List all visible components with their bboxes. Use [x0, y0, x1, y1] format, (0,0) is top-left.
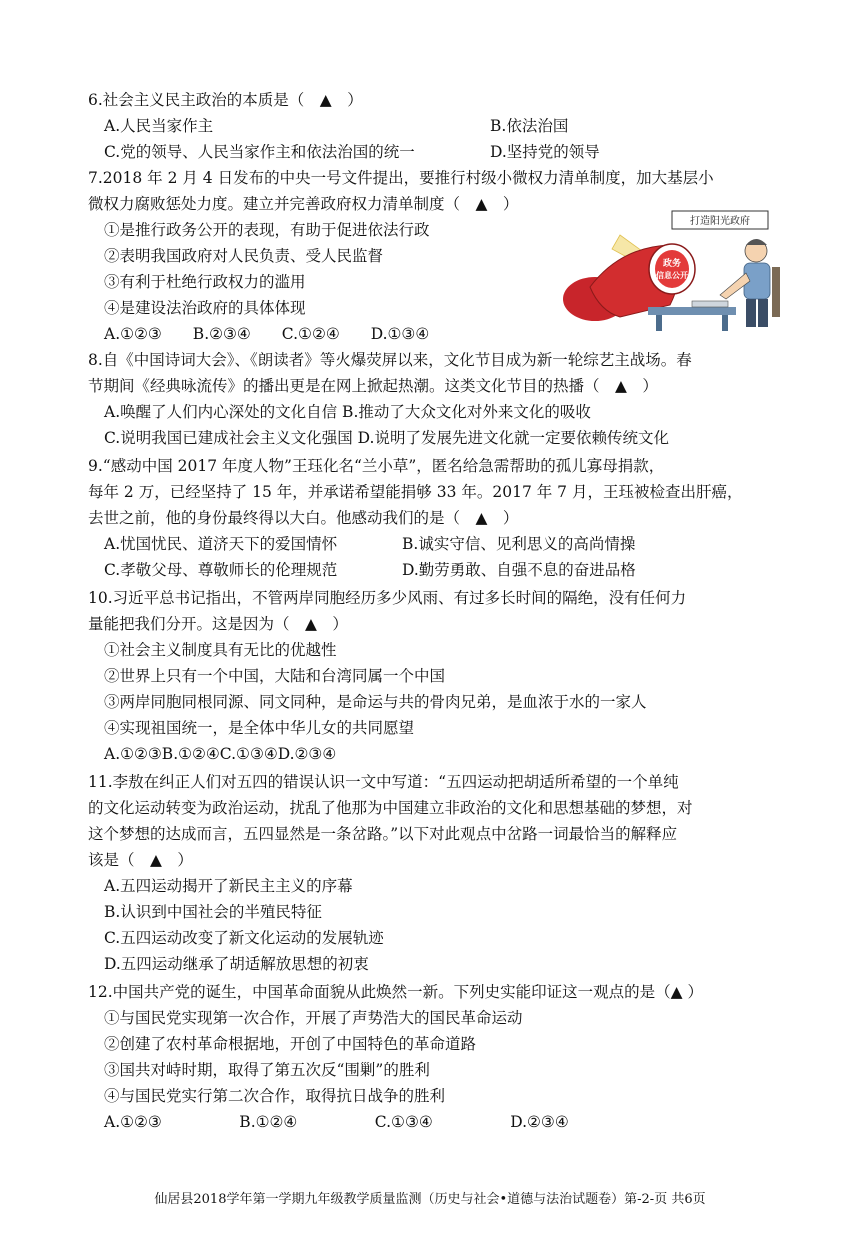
q7-statement-2: ②表明我国政府对人民负责、受人民监督 — [104, 247, 384, 265]
q12-statement-1: ①与国民党实现第一次合作，开展了声势浩大的国民革命运动 — [104, 1009, 523, 1027]
q9-option-c: C.孝敬父母、尊敬师长的伦理规范 — [104, 561, 338, 579]
cartoon-desk — [648, 307, 736, 315]
q10-options: A.①②③B.①②④C.①③④D.②③④ — [104, 745, 337, 763]
q10-stem-line2: 量能把我们分开。这是因为（ ▲ ） — [88, 615, 348, 633]
q12-statement-2: ②创建了农村革命根据地，开创了中国特色的革命道路 — [104, 1035, 477, 1053]
q7-statement-3: ③有利于杜绝行政权力的滥用 — [104, 273, 306, 291]
cartoon-keyboard — [692, 301, 728, 307]
q6-option-c: C.党的领导、人民当家作主和依法治国的统一 — [104, 143, 415, 161]
q8-stem-line1: 8.自《中国诗词大会》、《朗读者》等火爆荧屏以来，文化节目成为新一轮综艺主战场。春 — [88, 351, 692, 369]
q9-option-a: A.忧国忧民、道济天下的爱国情怀 — [104, 535, 338, 553]
cartoon-chair — [772, 267, 780, 317]
q6-stem: 6.社会主义民主政治的本质是（ ▲ ） — [88, 91, 363, 109]
q9-option-d: D.勤劳勇敢、自强不息的奋进品格 — [402, 561, 636, 579]
q7-statement-4: ④是建设法治政府的具体体现 — [104, 299, 306, 317]
q7-stem-line2: 微权力腐败惩处力度。建立并完善政府权力清单制度（ ▲ ） — [88, 195, 519, 213]
q10-statement-4: ④实现祖国统一，是全体中华儿女的共同愿望 — [104, 719, 415, 737]
q7-stem-line1: 7.2018 年 2 月 4 日发布的中央一号文件提出，要推行村级小微权力清单制度，加大基层小 — [88, 169, 714, 187]
q9-option-b: B.诚实守信、见利思义的高尚情操 — [402, 535, 636, 553]
q10-statement-2: ②世界上只有一个中国，大陆和台湾同属一个中国 — [104, 667, 446, 685]
q11-stem-line1: 11.李敖在纠正人们对五四的错误认识一文中写道：“五四运动把胡适所希望的一个单纯 — [88, 773, 679, 791]
cartoon-sign-text: 打造阳光政府 — [690, 216, 750, 227]
q7-statement-1: ①是推行政务公开的表现，有助于促进依法行政 — [104, 221, 430, 239]
q11-stem-line2: 的文化运动转变为政治运动，扰乱了他那为中国建立非政治的文化和思想基础的梦想，对 — [88, 799, 693, 817]
q8-options-cd: C.说明我国已建成社会主义文化强国 D.说明了发展先进文化就一定要依赖传统文化 — [104, 429, 669, 447]
q6-option-b: B.依法治国 — [490, 117, 569, 135]
q7-options: A.①②③ B.②③④ C.①②④ D.①③④ — [104, 325, 430, 343]
q6-option-a: A.人民当家作主 — [104, 117, 214, 135]
q9-stem-line3: 去世之前，他的身份最终得以大白。他感动我们的是（ ▲ ） — [88, 509, 519, 527]
q9-stem-line1: 9.“感动中国 2017 年度人物”王珏化名“兰小草”，匿名给急需帮助的孤儿寡母捐款， — [88, 457, 665, 475]
q6-option-d: D.坚持党的领导 — [490, 143, 600, 161]
q10-statement-1: ①社会主义制度具有无比的优越性 — [104, 641, 337, 659]
q11-stem-line4: 该是（ ▲ ） — [88, 851, 193, 869]
q11-option-a: A.五四运动揭开了新民主主义的序幕 — [104, 877, 353, 895]
q11-stem-line3: 这个梦想的达成而言，五四显然是一条岔路。”以下对此观点中岔路一词最恰当的解释应 — [88, 825, 678, 843]
q11-option-c: C.五四运动改变了新文化运动的发展轨迹 — [104, 929, 384, 947]
q12-options: A.①②③ B.①②④ C.①③④ D.②③④ — [104, 1113, 569, 1131]
q10-statement-3: ③两岸同胞同根同源、同文同种，是命运与共的骨肉兄弟，是血浓于水的一家人 — [104, 693, 647, 711]
q11-option-b: B.认识到中国社会的半殖民特征 — [104, 903, 322, 921]
q11-option-d: D.五四运动继承了胡适解放思想的初衷 — [104, 955, 369, 973]
q8-options-ab: A.唤醒了人们内心深处的文化自信 B.推动了大众文化对外来文化的吸收 — [104, 403, 591, 421]
q8-stem-line2: 节期间《经典咏流传》的播出更是在网上掀起热潮。这类文化节目的热播（ ▲ ） — [88, 377, 658, 395]
q9-stem-line2: 每年 2 万，已经坚持了 15 年，并承诺希望能捐够 33 年。2017 年 7 月，王珏被检查出肝癌， — [88, 483, 743, 501]
q12-statement-4: ④与国民党实行第二次合作，取得抗日战争的胜利 — [104, 1087, 446, 1105]
q7-cartoon-illustration — [560, 207, 792, 333]
q10-stem-line1: 10.习近平总书记指出，不管两岸同胞经历多少风雨、有过多长时间的隔绝，没有任何力 — [88, 589, 687, 607]
cartoon-screen-badge — [655, 250, 689, 288]
q12-stem: 12.中国共产党的诞生，中国革命面貌从此焕然一新。下列史实能印证这一观点的是（▲ ） — [88, 983, 704, 1001]
q12-statement-3: ③国共对峙时期，取得了第五次反“围剿”的胜利 — [104, 1061, 430, 1079]
cartoon-screen-text-2: 信息公开 — [656, 271, 688, 280]
page-footer: 仙居县2018学年第一学期九年级教学质量监测（历史与社会•道德与法治试题卷）第-2-页 共6页 — [154, 1192, 706, 1207]
cartoon-screen-text-1: 政务 — [662, 258, 682, 268]
